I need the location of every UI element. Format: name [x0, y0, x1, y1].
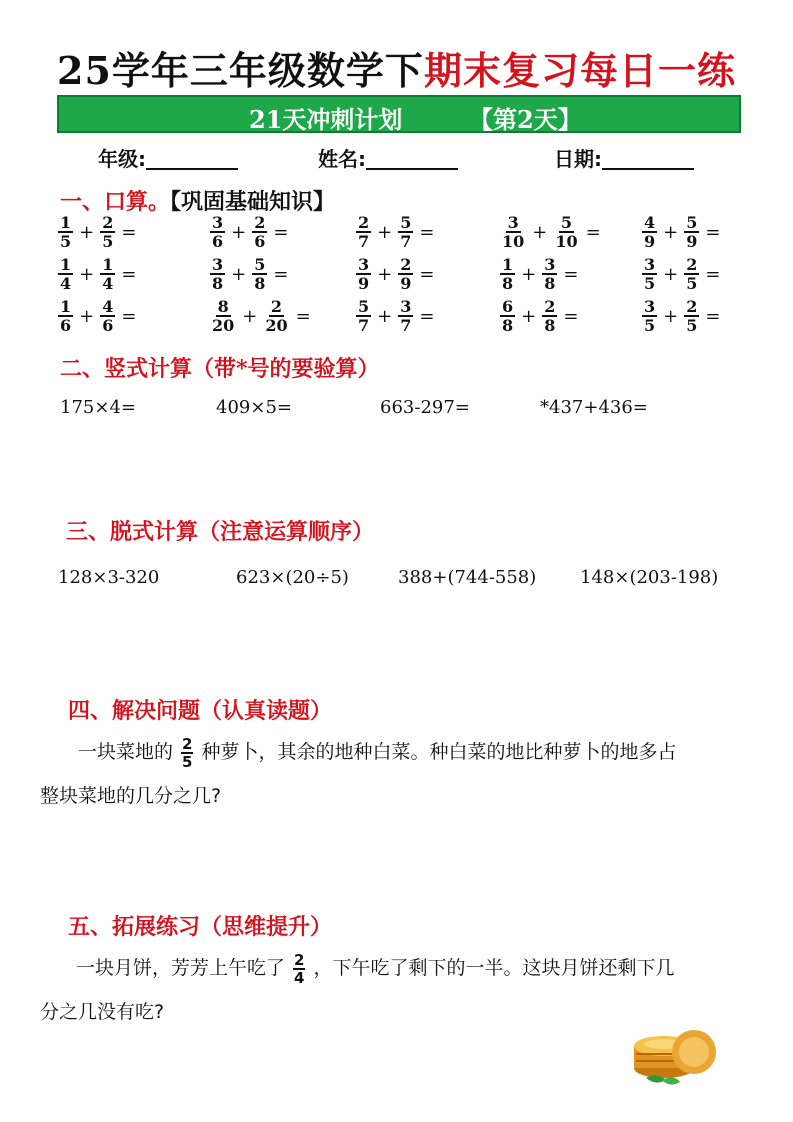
oral-expression [356, 296, 440, 336]
section-vertical-heading: 二、竖式计算（带*号的要验算） [60, 356, 380, 382]
fraction-numerator: 1 [102, 255, 114, 274]
fraction-denominator: 4 [294, 968, 305, 987]
fraction [252, 214, 267, 250]
fraction-numerator: 5 [254, 255, 266, 274]
plus-sign: + [377, 263, 393, 285]
fraction [684, 298, 699, 334]
fraction-numerator: 2 [686, 297, 698, 316]
plus-sign: + [377, 221, 393, 243]
fraction [684, 256, 699, 292]
fraction-denominator: 9 [400, 274, 412, 293]
fraction-denominator: 7 [358, 316, 370, 335]
problem-text-rest: 种萝卜，其余的地种白菜。种白菜的地比种萝卜的地多占 [201, 741, 677, 763]
oral-expression [642, 296, 726, 336]
equals-sign: = [419, 221, 435, 243]
fraction [398, 298, 413, 334]
vertical-calc-item: *437+436= [540, 397, 648, 418]
fraction-denominator: 10 [555, 232, 578, 251]
banner-day-label: 【第2天】 [469, 105, 582, 134]
oral-expression [210, 296, 317, 336]
fraction-denominator: 7 [400, 232, 412, 251]
oral-expression [58, 254, 142, 294]
equals-sign: = [585, 221, 601, 243]
fraction-denominator: 10 [502, 232, 525, 251]
date-label: 日期: [554, 147, 602, 171]
fraction-denominator: 8 [212, 274, 224, 293]
fraction-numerator: 2 [544, 297, 556, 316]
fraction-denominator: 5 [644, 274, 656, 293]
equals-sign: = [563, 263, 579, 285]
oral-expression [642, 254, 726, 294]
fraction [398, 214, 413, 250]
section-stepwise-heading: 三、脱式计算（注意运算顺序） [66, 519, 375, 545]
plus-sign: + [663, 305, 679, 327]
fraction [263, 298, 289, 334]
fraction-numerator: 1 [60, 213, 72, 232]
fraction-numerator: 5 [400, 213, 412, 232]
equals-sign: = [705, 221, 721, 243]
fraction [100, 298, 115, 334]
fraction [500, 256, 515, 292]
fraction-numerator: 2 [270, 297, 283, 316]
name-blank[interactable] [366, 168, 458, 170]
fraction-numerator: 4 [644, 213, 656, 232]
problem-text-line1 [78, 728, 758, 776]
fraction [542, 298, 557, 334]
fraction [100, 214, 115, 250]
fraction-denominator: 8 [544, 274, 556, 293]
equals-sign: = [121, 221, 137, 243]
fraction-denominator: 5 [102, 232, 114, 251]
plus-sign: + [521, 305, 537, 327]
fraction [210, 256, 225, 292]
fraction [553, 214, 579, 250]
worksheet-title [0, 40, 793, 95]
equals-sign: = [295, 305, 311, 327]
fraction [642, 298, 657, 334]
fraction-denominator: 8 [502, 274, 514, 293]
equals-sign: = [419, 263, 435, 285]
fraction-denominator: 7 [358, 232, 370, 251]
plus-sign: + [242, 305, 258, 327]
fraction-numerator: 3 [212, 213, 224, 232]
fraction-numerator: 3 [644, 297, 656, 316]
fraction-numerator: 3 [507, 213, 519, 232]
fraction [500, 214, 526, 250]
fraction-denominator: 20 [265, 316, 288, 335]
fraction [210, 214, 225, 250]
section-oral-title: 一、口算。 [60, 189, 171, 215]
mooncake-illustration [626, 1008, 726, 1088]
name-field [318, 143, 458, 172]
fraction-denominator: 5 [686, 316, 698, 335]
fraction-denominator: 6 [212, 232, 224, 251]
fraction-numerator: 3 [644, 255, 656, 274]
fraction [684, 214, 699, 250]
fraction-numerator: 2 [102, 213, 114, 232]
fraction-denominator: 6 [102, 316, 114, 335]
title-highlight: 期末复习每日一练 [424, 40, 736, 95]
problem-text-line2: 整块菜地的几分之几? [40, 785, 222, 807]
equals-sign: = [563, 305, 579, 327]
stepwise-calc-item: 623×(20÷5) [236, 567, 349, 588]
plus-sign: + [663, 221, 679, 243]
plus-sign: + [79, 305, 95, 327]
plus-sign: + [377, 305, 393, 327]
equals-sign: = [121, 305, 137, 327]
fraction-numerator: 4 [102, 297, 114, 316]
oral-expression [210, 212, 294, 252]
fraction-denominator: 8 [544, 316, 556, 335]
fraction-numerator: 2 [294, 950, 305, 969]
equals-sign: = [419, 305, 435, 327]
section-oral-subtitle: 【巩固基础知识】 [170, 189, 336, 215]
section-problem-heading: 四、解决问题（认真读题） [68, 698, 333, 724]
extension-text-line1 [76, 944, 766, 992]
stepwise-calc-item: 128×3-320 [58, 567, 160, 588]
fraction [356, 214, 371, 250]
fraction-numerator: 6 [502, 297, 514, 316]
problem-text-start: 一块菜地的 [78, 741, 174, 763]
fraction-denominator: 5 [644, 316, 656, 335]
fraction-denominator: 4 [60, 274, 72, 293]
fraction [100, 256, 115, 292]
grade-blank[interactable] [146, 168, 238, 170]
fraction [58, 214, 73, 250]
name-label: 姓名: [318, 147, 366, 171]
vertical-calc-item: 175×4= [60, 397, 136, 418]
plus-sign: + [79, 263, 95, 285]
grade-label: 年级: [98, 147, 146, 171]
fraction-numerator: 2 [400, 255, 412, 274]
oral-expression [642, 212, 726, 252]
fraction [642, 214, 657, 250]
fraction-denominator: 7 [400, 316, 412, 335]
fraction-denominator: 9 [686, 232, 698, 251]
equals-sign: = [273, 221, 289, 243]
title-main: 25学年三年级数学下 [57, 48, 424, 93]
fraction-numerator: 8 [217, 297, 229, 316]
fraction-numerator: 3 [212, 255, 224, 274]
oral-expression [210, 254, 294, 294]
fraction [356, 256, 371, 292]
fraction [356, 298, 371, 334]
fraction-denominator: 4 [102, 274, 114, 293]
stepwise-calc-item: 388+(744-558) [398, 567, 537, 588]
equals-sign: = [121, 263, 137, 285]
equals-sign: = [705, 305, 721, 327]
section-extension-heading: 五、拓展练习（思维提升） [68, 914, 333, 940]
banner-plan-label: 21天冲刺计划 [249, 105, 403, 134]
plus-sign: + [231, 221, 247, 243]
fraction-numerator: 2 [254, 213, 266, 232]
plan-banner [57, 95, 741, 133]
fraction-numerator: 2 [358, 213, 370, 232]
fraction-numerator: 2 [182, 734, 193, 753]
date-blank[interactable] [602, 168, 694, 170]
fraction-numerator: 3 [400, 297, 412, 316]
date-field [554, 143, 694, 172]
fraction-denominator: 6 [60, 316, 72, 335]
fraction [252, 256, 267, 292]
oral-expression [500, 212, 607, 252]
fraction-numerator: 5 [686, 213, 698, 232]
extension-text-rest: ，下午吃了剩下的一半。这块月饼还剩下几 [313, 957, 675, 979]
vertical-calc-item: 663-297= [380, 397, 470, 418]
plus-sign: + [532, 221, 548, 243]
extension-text-line2: 分之几没有吃? [40, 1001, 165, 1023]
fraction-denominator: 8 [254, 274, 266, 293]
fraction-denominator: 6 [254, 232, 266, 251]
fraction-denominator: 5 [60, 232, 72, 251]
stepwise-calc-item: 148×(203-198) [580, 567, 719, 588]
equals-sign: = [705, 263, 721, 285]
fraction [642, 256, 657, 292]
fraction-denominator: 20 [212, 316, 235, 335]
equals-sign: = [273, 263, 289, 285]
fraction-denominator: 9 [644, 232, 656, 251]
fraction-numerator: 2 [686, 255, 698, 274]
fraction [542, 256, 557, 292]
fraction [58, 256, 73, 292]
grade-field [98, 143, 238, 172]
oral-expression [500, 254, 584, 294]
vertical-calc-item: 409×5= [216, 397, 292, 418]
oral-expression [356, 212, 440, 252]
plus-sign: + [521, 263, 537, 285]
fraction-numerator: 5 [358, 297, 370, 316]
fraction-denominator: 5 [182, 752, 193, 771]
fraction [398, 256, 413, 292]
fraction-numerator: 3 [544, 255, 556, 274]
fraction-numerator: 1 [60, 255, 72, 274]
fraction [500, 298, 515, 334]
fraction-numerator: 5 [560, 213, 573, 232]
extension-text-start: 一块月饼，芳芳上午吃了 [76, 957, 286, 979]
extension-fraction [293, 952, 305, 986]
fraction-numerator: 1 [502, 255, 514, 274]
oral-expression [58, 296, 142, 336]
fraction-numerator: 1 [60, 297, 72, 316]
fraction [58, 298, 73, 334]
oral-expression [58, 212, 142, 252]
problem-fraction [181, 736, 193, 770]
plus-sign: + [79, 221, 95, 243]
plus-sign: + [231, 263, 247, 285]
oral-expression [500, 296, 584, 336]
oral-expression [356, 254, 440, 294]
fraction [210, 298, 236, 334]
fraction-denominator: 8 [502, 316, 514, 335]
fraction-numerator: 3 [358, 255, 370, 274]
plus-sign: + [663, 263, 679, 285]
fraction-denominator: 5 [686, 274, 698, 293]
fraction-denominator: 9 [358, 274, 370, 293]
